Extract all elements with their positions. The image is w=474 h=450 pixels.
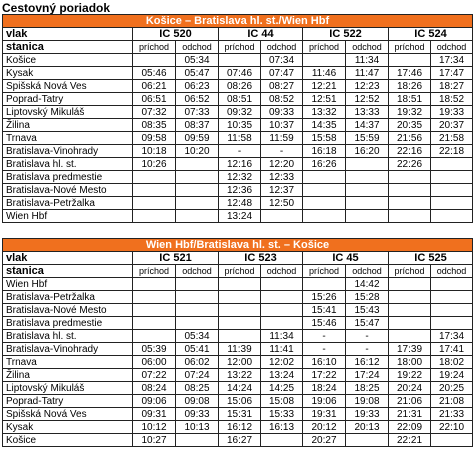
table-heading: Wien Hbf/Bratislava hl. st. – Košice xyxy=(3,239,473,252)
station-name: Liptovský Mikuláš xyxy=(3,382,133,395)
departure-time xyxy=(431,210,473,223)
departure-time: - xyxy=(346,330,389,343)
departure-time xyxy=(176,278,219,291)
document-title: Cestovný poriadok xyxy=(2,1,111,15)
station-name: Žilina xyxy=(3,119,133,132)
departure-time: 15:59 xyxy=(346,132,389,145)
arrival-time xyxy=(219,330,261,343)
arrival-time: 19:06 xyxy=(303,395,346,408)
arrival-time xyxy=(133,317,176,330)
departure-time xyxy=(176,317,219,330)
departure-time: 05:47 xyxy=(176,67,219,80)
arrival-time xyxy=(303,171,346,184)
arrival-time: 22:26 xyxy=(389,158,431,171)
departure-time xyxy=(176,197,219,210)
table-row xyxy=(3,421,473,434)
departure-time: 15:08 xyxy=(261,395,303,408)
arrival-time xyxy=(133,197,176,210)
table-row xyxy=(3,395,473,408)
departure-time xyxy=(261,210,303,223)
departure-time xyxy=(176,158,219,171)
arrival-time: 15:58 xyxy=(303,132,346,145)
stanica-label: stanica xyxy=(3,41,133,54)
train-number: IC 524 xyxy=(389,28,473,41)
departure-time: 07:34 xyxy=(261,54,303,67)
departure-time: 11:47 xyxy=(346,67,389,80)
departure-header: odchod xyxy=(346,265,389,278)
arrival-time xyxy=(389,304,431,317)
departure-time: 17:47 xyxy=(431,67,473,80)
table-row xyxy=(3,382,473,395)
arrival-header: príchod xyxy=(133,41,176,54)
arrival-time: 12:51 xyxy=(303,93,346,106)
arrival-time: 16:12 xyxy=(219,421,261,434)
station-name: Bratislava hl. st. xyxy=(3,158,133,171)
arrival-time xyxy=(389,317,431,330)
departure-time: 14:37 xyxy=(346,119,389,132)
departure-time: 09:33 xyxy=(261,106,303,119)
departure-time: 05:34 xyxy=(176,330,219,343)
departure-time xyxy=(346,197,389,210)
departure-time: 09:59 xyxy=(176,132,219,145)
arrival-time xyxy=(389,171,431,184)
table-row xyxy=(3,210,473,223)
departure-header: odchod xyxy=(431,265,473,278)
arrival-time xyxy=(389,210,431,223)
station-name: Bratislava predmestie xyxy=(3,317,133,330)
departure-time: 10:37 xyxy=(261,119,303,132)
arrival-time: 18:51 xyxy=(389,93,431,106)
departure-time xyxy=(176,434,219,447)
departure-time: 13:33 xyxy=(346,106,389,119)
departure-time xyxy=(261,291,303,304)
departure-time: 19:33 xyxy=(431,106,473,119)
departure-time: 20:25 xyxy=(431,382,473,395)
arrival-time: 19:32 xyxy=(389,106,431,119)
departure-time: 11:41 xyxy=(261,343,303,356)
arrival-time: 19:31 xyxy=(303,408,346,421)
train-number: IC 520 xyxy=(133,28,219,41)
departure-time xyxy=(346,158,389,171)
train-number: IC 525 xyxy=(389,252,473,265)
arrival-time xyxy=(303,210,346,223)
train-number: IC 44 xyxy=(219,28,303,41)
station-name: Spišská Nová Ves xyxy=(3,408,133,421)
station-name: Žilina xyxy=(3,369,133,382)
departure-time: 12:52 xyxy=(346,93,389,106)
station-name: Liptovský Mikuláš xyxy=(3,106,133,119)
arrival-time: 22:09 xyxy=(389,421,431,434)
arrival-time xyxy=(133,54,176,67)
departure-time: 12:37 xyxy=(261,184,303,197)
arrival-time: 07:32 xyxy=(133,106,176,119)
arrival-time: 13:32 xyxy=(303,106,346,119)
arrival-time: 16:27 xyxy=(219,434,261,447)
arrival-time xyxy=(219,304,261,317)
table-row xyxy=(3,304,473,317)
arrival-time: 17:22 xyxy=(303,369,346,382)
station-name: Poprad-Tatry xyxy=(3,395,133,408)
departure-time: 16:12 xyxy=(346,356,389,369)
departure-time xyxy=(176,291,219,304)
arrival-time: - xyxy=(219,145,261,158)
table-row xyxy=(3,356,473,369)
arrival-time: 12:36 xyxy=(219,184,261,197)
departure-time xyxy=(346,434,389,447)
arrival-time: - xyxy=(303,343,346,356)
departure-header: odchod xyxy=(431,41,473,54)
arrival-time xyxy=(219,317,261,330)
table-row xyxy=(3,106,473,119)
departure-time: 17:24 xyxy=(346,369,389,382)
departure-time: 19:24 xyxy=(431,369,473,382)
departure-time: 12:02 xyxy=(261,356,303,369)
station-name: Bratislava-Vinohrady xyxy=(3,145,133,158)
departure-header: odchod xyxy=(261,265,303,278)
arrival-time: 12:48 xyxy=(219,197,261,210)
table-row xyxy=(3,80,473,93)
departure-time xyxy=(176,184,219,197)
arrival-time: 21:31 xyxy=(389,408,431,421)
arrival-header: príchod xyxy=(303,41,346,54)
table-row xyxy=(3,158,473,171)
arrival-time: 12:00 xyxy=(219,356,261,369)
table-row xyxy=(3,67,473,80)
station-name: Kysak xyxy=(3,67,133,80)
arrival-time xyxy=(389,54,431,67)
departure-time xyxy=(261,434,303,447)
arrival-time: 08:35 xyxy=(133,119,176,132)
arrival-time: 12:21 xyxy=(303,80,346,93)
departure-time: 08:52 xyxy=(261,93,303,106)
vlak-label: vlak xyxy=(3,28,133,41)
arrival-time xyxy=(303,278,346,291)
arrival-time: 11:39 xyxy=(219,343,261,356)
arrival-time: 15:31 xyxy=(219,408,261,421)
departure-time: 15:28 xyxy=(346,291,389,304)
departure-time xyxy=(261,278,303,291)
departure-time xyxy=(431,278,473,291)
table-row xyxy=(3,54,473,67)
arrival-time: 22:16 xyxy=(389,145,431,158)
departure-time: 22:10 xyxy=(431,421,473,434)
departure-time: 06:52 xyxy=(176,93,219,106)
departure-time: 19:08 xyxy=(346,395,389,408)
train-number: IC 522 xyxy=(303,28,389,41)
departure-time: 18:02 xyxy=(431,356,473,369)
arrival-time: 15:46 xyxy=(303,317,346,330)
station-name: Košice xyxy=(3,434,133,447)
departure-time: 11:59 xyxy=(261,132,303,145)
departure-time: 15:47 xyxy=(346,317,389,330)
departure-time xyxy=(176,210,219,223)
departure-time xyxy=(431,158,473,171)
arrival-time: 16:18 xyxy=(303,145,346,158)
arrival-time: 12:16 xyxy=(219,158,261,171)
arrival-time: 08:24 xyxy=(133,382,176,395)
departure-time xyxy=(346,171,389,184)
station-name: Poprad-Tatry xyxy=(3,93,133,106)
arrival-time xyxy=(389,291,431,304)
arrival-time: 21:06 xyxy=(389,395,431,408)
arrival-time: 20:24 xyxy=(389,382,431,395)
station-name: Wien Hbf xyxy=(3,278,133,291)
departure-time: 15:43 xyxy=(346,304,389,317)
departure-time: 08:27 xyxy=(261,80,303,93)
station-name: Bratislava-Petržalka xyxy=(3,291,133,304)
departure-time: 17:34 xyxy=(431,54,473,67)
departure-time xyxy=(176,304,219,317)
departure-time: 14:42 xyxy=(346,278,389,291)
arrival-time xyxy=(219,54,261,67)
table-row xyxy=(3,119,473,132)
arrival-time: 05:39 xyxy=(133,343,176,356)
departure-time: 16:20 xyxy=(346,145,389,158)
arrival-time xyxy=(303,184,346,197)
arrival-time: 21:56 xyxy=(389,132,431,145)
arrival-time: 09:58 xyxy=(133,132,176,145)
station-name: Kysak xyxy=(3,421,133,434)
arrival-time: - xyxy=(303,330,346,343)
departure-time: 09:08 xyxy=(176,395,219,408)
arrival-time xyxy=(303,54,346,67)
vlak-label: vlak xyxy=(3,252,133,265)
arrival-time xyxy=(219,278,261,291)
arrival-time xyxy=(133,171,176,184)
arrival-time: 22:21 xyxy=(389,434,431,447)
arrival-time: 19:22 xyxy=(389,369,431,382)
arrival-time: 20:35 xyxy=(389,119,431,132)
arrival-header: príchod xyxy=(303,265,346,278)
arrival-time xyxy=(133,210,176,223)
station-name: Bratislava-Nové Mesto xyxy=(3,304,133,317)
departure-time: 20:13 xyxy=(346,421,389,434)
table-row xyxy=(3,184,473,197)
arrival-time: 16:10 xyxy=(303,356,346,369)
train-number: IC 523 xyxy=(219,252,303,265)
arrival-time: 13:24 xyxy=(219,210,261,223)
arrival-time: 14:35 xyxy=(303,119,346,132)
station-name: Bratislava-Petržalka xyxy=(3,197,133,210)
departure-time: 10:13 xyxy=(176,421,219,434)
arrival-header: príchod xyxy=(389,265,431,278)
arrival-time xyxy=(133,184,176,197)
arrival-header: príchod xyxy=(389,41,431,54)
departure-time: - xyxy=(346,343,389,356)
timetable-wien-to-kosice xyxy=(2,238,473,447)
departure-time: - xyxy=(261,145,303,158)
arrival-time: 10:12 xyxy=(133,421,176,434)
arrival-header: príchod xyxy=(133,265,176,278)
departure-header: odchod xyxy=(176,265,219,278)
departure-time: 18:25 xyxy=(346,382,389,395)
arrival-time: 17:39 xyxy=(389,343,431,356)
timetable-kosice-to-bratislava xyxy=(2,14,473,223)
arrival-time xyxy=(389,330,431,343)
arrival-time xyxy=(133,291,176,304)
departure-time: 20:37 xyxy=(431,119,473,132)
arrival-time: 17:46 xyxy=(389,67,431,80)
departure-time: 17:34 xyxy=(431,330,473,343)
departure-time: 21:08 xyxy=(431,395,473,408)
departure-time: 07:47 xyxy=(261,67,303,80)
table-row xyxy=(3,145,473,158)
arrival-time: 09:31 xyxy=(133,408,176,421)
station-name: Spišská Nová Ves xyxy=(3,80,133,93)
departure-time: 21:33 xyxy=(431,408,473,421)
departure-time xyxy=(431,434,473,447)
departure-time: 17:41 xyxy=(431,343,473,356)
departure-time xyxy=(431,291,473,304)
departure-time xyxy=(261,304,303,317)
arrival-time: 08:26 xyxy=(219,80,261,93)
arrival-time: 07:46 xyxy=(219,67,261,80)
table-row xyxy=(3,171,473,184)
arrival-time: 06:21 xyxy=(133,80,176,93)
arrival-time: 18:00 xyxy=(389,356,431,369)
departure-header: odchod xyxy=(261,41,303,54)
arrival-time: 09:32 xyxy=(219,106,261,119)
table-row xyxy=(3,434,473,447)
station-name: Bratislava-Nové Mesto xyxy=(3,184,133,197)
arrival-time xyxy=(133,330,176,343)
arrival-time xyxy=(133,304,176,317)
departure-time: 15:33 xyxy=(261,408,303,421)
arrival-time: 10:26 xyxy=(133,158,176,171)
departure-time: 12:23 xyxy=(346,80,389,93)
departure-time: 12:20 xyxy=(261,158,303,171)
arrival-time: 13:22 xyxy=(219,369,261,382)
timetable-rows xyxy=(3,278,473,447)
arrival-time: 06:00 xyxy=(133,356,176,369)
departure-time: 12:33 xyxy=(261,171,303,184)
departure-time xyxy=(176,171,219,184)
arrival-header: príchod xyxy=(219,41,261,54)
departure-time xyxy=(346,184,389,197)
arrival-time xyxy=(133,278,176,291)
table-row xyxy=(3,369,473,382)
departure-time xyxy=(261,317,303,330)
departure-time: 14:25 xyxy=(261,382,303,395)
table-row xyxy=(3,93,473,106)
departure-time: 21:58 xyxy=(431,132,473,145)
station-name: Bratislava hl. st. xyxy=(3,330,133,343)
arrival-time: 20:27 xyxy=(303,434,346,447)
departure-time: 08:25 xyxy=(176,382,219,395)
station-name: Bratislava-Vinohrady xyxy=(3,343,133,356)
departure-time xyxy=(431,184,473,197)
departure-time xyxy=(346,210,389,223)
departure-time xyxy=(431,317,473,330)
arrival-time: 09:06 xyxy=(133,395,176,408)
departure-time: 07:33 xyxy=(176,106,219,119)
departure-header: odchod xyxy=(346,41,389,54)
station-name: Trnava xyxy=(3,132,133,145)
station-name: Wien Hbf xyxy=(3,210,133,223)
departure-time: 10:20 xyxy=(176,145,219,158)
arrival-time: 15:41 xyxy=(303,304,346,317)
departure-time xyxy=(431,171,473,184)
departure-time: 18:27 xyxy=(431,80,473,93)
arrival-time xyxy=(389,278,431,291)
departure-time: 07:24 xyxy=(176,369,219,382)
departure-time: 13:24 xyxy=(261,369,303,382)
train-number: IC 45 xyxy=(303,252,389,265)
table-row xyxy=(3,291,473,304)
table-row xyxy=(3,408,473,421)
arrival-time: 11:46 xyxy=(303,67,346,80)
table-heading: Košice – Bratislava hl. st./Wien Hbf xyxy=(3,15,473,28)
table-row xyxy=(3,132,473,145)
arrival-time xyxy=(389,197,431,210)
arrival-header: príchod xyxy=(219,265,261,278)
table-row xyxy=(3,330,473,343)
arrival-time: 15:26 xyxy=(303,291,346,304)
departure-time: 06:23 xyxy=(176,80,219,93)
arrival-time: 06:51 xyxy=(133,93,176,106)
arrival-time: 08:51 xyxy=(219,93,261,106)
arrival-time: 16:26 xyxy=(303,158,346,171)
departure-time xyxy=(431,304,473,317)
arrival-time xyxy=(219,291,261,304)
arrival-time: 10:27 xyxy=(133,434,176,447)
arrival-time xyxy=(303,197,346,210)
departure-time: 08:37 xyxy=(176,119,219,132)
train-number: IC 521 xyxy=(133,252,219,265)
departure-time: 22:18 xyxy=(431,145,473,158)
arrival-time: 20:12 xyxy=(303,421,346,434)
departure-time: 19:33 xyxy=(346,408,389,421)
arrival-time: 05:46 xyxy=(133,67,176,80)
departure-time: 18:52 xyxy=(431,93,473,106)
station-name: Košice xyxy=(3,54,133,67)
table-row xyxy=(3,317,473,330)
arrival-time: 07:22 xyxy=(133,369,176,382)
departure-time: 12:50 xyxy=(261,197,303,210)
table-row xyxy=(3,343,473,356)
departure-time: 09:33 xyxy=(176,408,219,421)
table-row xyxy=(3,197,473,210)
arrival-time: 10:35 xyxy=(219,119,261,132)
departure-header: odchod xyxy=(176,41,219,54)
departure-time: 06:02 xyxy=(176,356,219,369)
arrival-time: 18:24 xyxy=(303,382,346,395)
arrival-time: 15:06 xyxy=(219,395,261,408)
departure-time: 05:34 xyxy=(176,54,219,67)
station-name: Bratislava predmestie xyxy=(3,171,133,184)
arrival-time: 10:18 xyxy=(133,145,176,158)
table-row xyxy=(3,278,473,291)
arrival-time xyxy=(389,184,431,197)
departure-time: 11:34 xyxy=(261,330,303,343)
departure-time: 11:34 xyxy=(346,54,389,67)
departure-time: 16:13 xyxy=(261,421,303,434)
timetable-rows xyxy=(3,54,473,223)
stanica-label: stanica xyxy=(3,265,133,278)
arrival-time: 18:26 xyxy=(389,80,431,93)
arrival-time: 14:24 xyxy=(219,382,261,395)
station-name: Trnava xyxy=(3,356,133,369)
arrival-time: 12:32 xyxy=(219,171,261,184)
arrival-time: 11:58 xyxy=(219,132,261,145)
departure-time: 05:41 xyxy=(176,343,219,356)
departure-time xyxy=(431,197,473,210)
